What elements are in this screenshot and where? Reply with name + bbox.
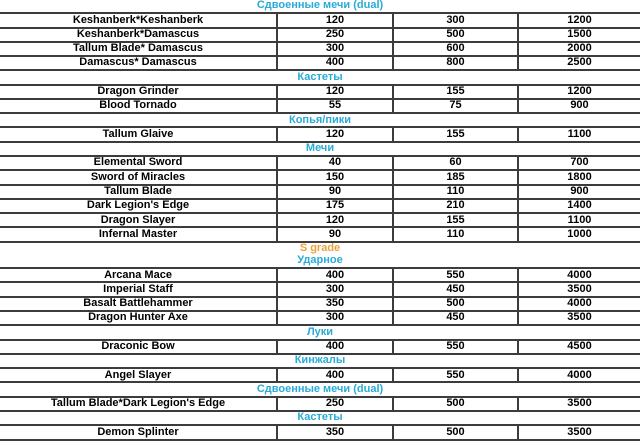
item-name-cell: Tallum Blade*Dark Legion's Edge — [0, 397, 277, 411]
price-value-cell: 400 — [277, 368, 393, 382]
item-name-cell: Imperial Staff — [0, 282, 277, 296]
price-value-cell: 60 — [393, 156, 518, 170]
table-row — [0, 282, 640, 296]
price-value-cell: 2500 — [518, 56, 640, 70]
price-value-cell: 120 — [277, 13, 393, 27]
price-value-cell: 150 — [277, 170, 393, 184]
price-value-cell: 300 — [277, 311, 393, 325]
price-value-cell: 1100 — [518, 213, 640, 227]
grade-header-label: S grade — [299, 242, 341, 255]
price-value-cell: 550 — [393, 268, 518, 282]
table-row — [0, 185, 640, 199]
table-row — [0, 56, 640, 70]
price-value-cell: 155 — [393, 127, 518, 141]
price-value-cell: 500 — [393, 397, 518, 411]
table-row — [0, 85, 640, 99]
item-name-cell: Keshanberk*Damascus — [0, 28, 277, 42]
item-name-cell: Angel Slayer — [0, 368, 277, 382]
item-name-cell: Dragon Hunter Axe — [0, 311, 277, 325]
price-value-cell: 120 — [277, 213, 393, 227]
item-name-cell: Arcana Mace — [0, 268, 277, 282]
category-header-label: Сдвоенные мечи (dual) — [256, 382, 384, 395]
price-value-cell: 1000 — [518, 227, 640, 241]
section-header-row — [0, 0, 640, 13]
table-row — [0, 28, 640, 42]
price-value-cell: 110 — [393, 185, 518, 199]
section-header-row — [0, 325, 640, 339]
item-name-cell: Draconic Bow — [0, 340, 277, 354]
price-value-cell: 450 — [393, 311, 518, 325]
price-value-cell: 1400 — [518, 199, 640, 213]
price-value-cell: 350 — [277, 425, 393, 440]
price-value-cell: 3500 — [518, 425, 640, 440]
item-name-cell: Dragon Slayer — [0, 213, 277, 227]
price-value-cell: 400 — [277, 340, 393, 354]
price-value-cell: 400 — [277, 56, 393, 70]
price-value-cell: 900 — [518, 185, 640, 199]
item-name-cell: Elemental Sword — [0, 156, 277, 170]
item-name-cell: Tallum Blade — [0, 185, 277, 199]
price-value-cell: 800 — [393, 56, 518, 70]
table-row — [0, 13, 640, 27]
price-value-cell: 1800 — [518, 170, 640, 184]
price-value-cell: 175 — [277, 199, 393, 213]
item-name-cell: Infernal Master — [0, 227, 277, 241]
table-row — [0, 368, 640, 382]
item-name-cell: Basalt Battlehammer — [0, 297, 277, 311]
table-row — [0, 127, 640, 141]
category-header-label: Ударное — [297, 254, 343, 267]
price-value-cell: 250 — [277, 28, 393, 42]
category-header-label: Кинжалы — [294, 354, 346, 367]
price-value-cell: 400 — [277, 268, 393, 282]
section-header-row — [0, 242, 640, 255]
price-value-cell: 2000 — [518, 42, 640, 56]
category-header-label: Сдвоенные мечи (dual) — [256, 0, 384, 12]
item-name-cell: Tallum Glaive — [0, 127, 277, 141]
price-value-cell: 500 — [393, 425, 518, 440]
section-header-row — [0, 70, 640, 84]
item-name-cell: Damascus* Damascus — [0, 56, 277, 70]
price-value-cell: 550 — [393, 340, 518, 354]
price-value-cell: 40 — [277, 156, 393, 170]
table-row — [0, 99, 640, 113]
price-value-cell: 4500 — [518, 340, 640, 354]
section-header-row — [0, 411, 640, 425]
price-value-cell: 155 — [393, 85, 518, 99]
table-row — [0, 227, 640, 241]
table-row — [0, 425, 640, 440]
price-value-cell: 3500 — [518, 282, 640, 296]
section-header-row — [0, 113, 640, 127]
category-header-label: Копья/пики — [289, 113, 351, 126]
price-value-cell: 55 — [277, 99, 393, 113]
category-header-label: Мечи — [305, 142, 335, 155]
price-value-cell: 500 — [393, 297, 518, 311]
item-name-cell: Demon Splinter — [0, 425, 277, 440]
price-value-cell: 500 — [393, 28, 518, 42]
table-row — [0, 311, 640, 325]
table-row — [0, 199, 640, 213]
table-row — [0, 42, 640, 56]
price-value-cell: 700 — [518, 156, 640, 170]
price-value-cell: 300 — [277, 42, 393, 56]
item-name-cell: Tallum Blade* Damascus — [0, 42, 277, 56]
item-name-cell: Keshanberk*Keshanberk — [0, 13, 277, 27]
price-value-cell: 90 — [277, 227, 393, 241]
price-value-cell: 185 — [393, 170, 518, 184]
price-value-cell: 300 — [277, 282, 393, 296]
price-value-cell: 120 — [277, 127, 393, 141]
category-header-label: Кастеты — [297, 70, 343, 83]
table-row — [0, 268, 640, 282]
price-value-cell: 3500 — [518, 311, 640, 325]
section-header-row — [0, 382, 640, 396]
table-row — [0, 213, 640, 227]
price-value-cell: 3500 — [518, 397, 640, 411]
price-value-cell: 350 — [277, 297, 393, 311]
table-row — [0, 297, 640, 311]
price-value-cell: 4000 — [518, 368, 640, 382]
item-name-cell: Blood Tornado — [0, 99, 277, 113]
price-value-cell: 210 — [393, 199, 518, 213]
table-row — [0, 170, 640, 184]
section-header-row — [0, 354, 640, 368]
category-header-label: Луки — [306, 325, 334, 338]
section-header-row — [0, 142, 640, 156]
price-value-cell: 900 — [518, 99, 640, 113]
category-header-label: Кастеты — [297, 411, 343, 424]
price-value-cell: 1100 — [518, 127, 640, 141]
price-value-cell: 1200 — [518, 13, 640, 27]
table-row — [0, 156, 640, 170]
price-value-cell: 75 — [393, 99, 518, 113]
price-value-cell: 450 — [393, 282, 518, 296]
item-name-cell: Dragon Grinder — [0, 85, 277, 99]
item-name-cell: Dark Legion's Edge — [0, 199, 277, 213]
price-value-cell: 90 — [277, 185, 393, 199]
table-row — [0, 340, 640, 354]
price-value-cell: 4000 — [518, 297, 640, 311]
price-value-cell: 120 — [277, 85, 393, 99]
price-value-cell: 600 — [393, 42, 518, 56]
item-name-cell: Sword of Miracles — [0, 170, 277, 184]
price-value-cell: 155 — [393, 213, 518, 227]
price-value-cell: 1200 — [518, 85, 640, 99]
price-value-cell: 1500 — [518, 28, 640, 42]
price-value-cell: 110 — [393, 227, 518, 241]
section-header-row — [0, 255, 640, 268]
price-value-cell: 550 — [393, 368, 518, 382]
price-value-cell: 300 — [393, 13, 518, 27]
table-row — [0, 397, 640, 411]
price-value-cell: 4000 — [518, 268, 640, 282]
price-value-cell: 250 — [277, 397, 393, 411]
